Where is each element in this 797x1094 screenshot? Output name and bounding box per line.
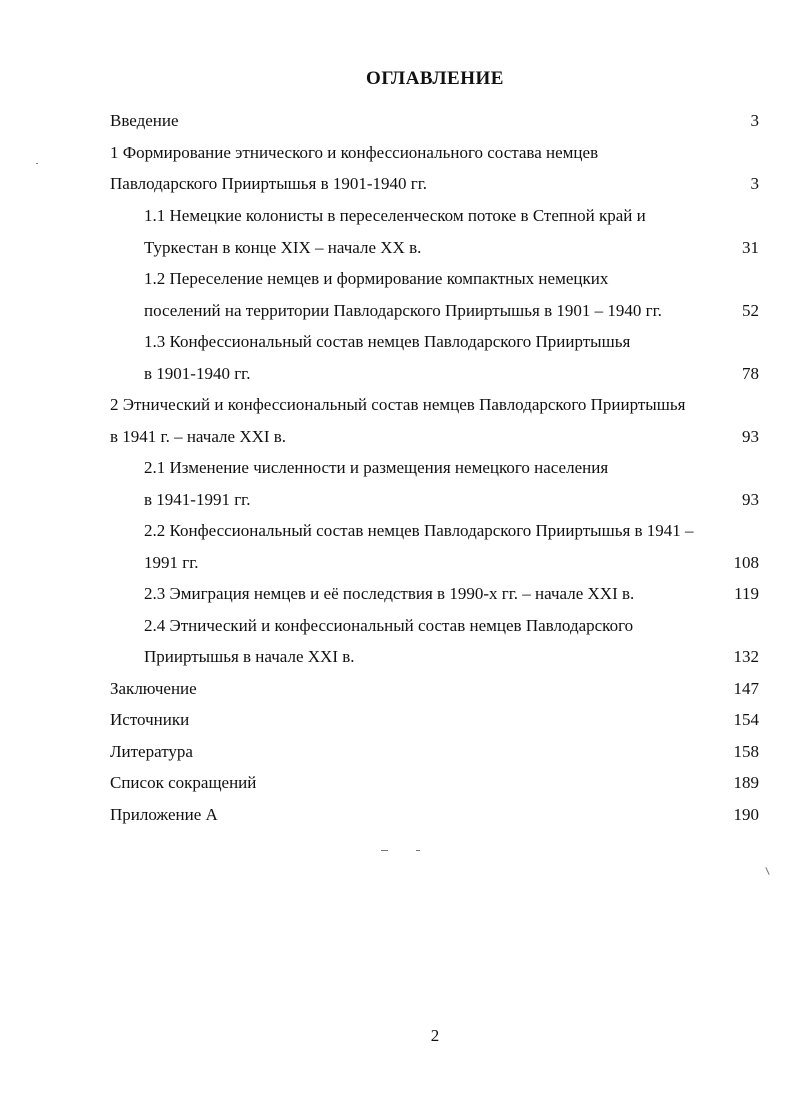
page-number: 2 bbox=[430, 1026, 440, 1045]
toc-entry-chapter-1: 1 Формирование этнического и конфессионального состава немцев bbox=[110, 143, 599, 162]
toc-entry-section-1-2-cont: поселений на территории Павлодарского Прииртышья в 1901 – 1940 гг. bbox=[144, 301, 662, 320]
toc-entry-appendix-a: Приложение А bbox=[110, 805, 218, 824]
toc-page-number: 132 bbox=[733, 647, 759, 666]
scan-speck bbox=[381, 850, 388, 851]
scan-speck bbox=[765, 867, 769, 875]
toc-page-number: 189 bbox=[733, 773, 759, 792]
toc-entry-chapter-2: 2 Этнический и конфессиональный состав немцев Павлодарского Прииртышья bbox=[110, 395, 686, 414]
toc-entry-literature: Литература bbox=[110, 742, 193, 761]
toc-entry-section-2-2-cont: 1991 гг. bbox=[144, 553, 199, 572]
toc-page-number: 52 bbox=[742, 301, 759, 320]
toc-entry-section-1-1-cont: Туркестан в конце XIX – начале XX в. bbox=[144, 238, 422, 257]
toc-entry-section-2-4: 2.4 Этнический и конфессиональный состав немцев Павлодарского bbox=[144, 616, 634, 635]
toc-entry-section-1-3: 1.3 Конфессиональный состав немцев Павлодарского Прииртышья bbox=[144, 332, 631, 351]
toc-entry-chapter-1-cont: Павлодарского Прииртышья в 1901-1940 гг. bbox=[110, 174, 428, 193]
toc-page-number: 3 bbox=[750, 174, 759, 193]
toc-page-number: 78 bbox=[742, 364, 759, 383]
toc-page-number: 119 bbox=[734, 584, 759, 603]
toc-page-number: 147 bbox=[733, 679, 759, 698]
toc-entry-section-2-1-cont: в 1941-1991 гг. bbox=[144, 490, 251, 509]
toc-entry-section-2-3: 2.3 Эмиграция немцев и её последствия в 1990-х гг. – начале XXI в. bbox=[144, 584, 635, 603]
toc-entry-abbreviations: Список сокращений bbox=[110, 773, 257, 792]
toc-entry-sources: Источники bbox=[110, 710, 190, 729]
toc-page-number: 93 bbox=[742, 427, 759, 446]
toc-page-number: 154 bbox=[733, 710, 759, 729]
toc-entry-conclusion: Заключение bbox=[110, 679, 197, 698]
toc-title: ОГЛАВЛЕНИЕ bbox=[366, 68, 504, 89]
scan-speck bbox=[416, 850, 420, 851]
toc-page-number: 31 bbox=[742, 238, 759, 257]
toc-page-number: 3 bbox=[750, 111, 759, 130]
toc-entry-section-2-2: 2.2 Конфессиональный состав немцев Павлодарского Прииртышья в 1941 – bbox=[144, 521, 694, 540]
toc-entry-section-1-3-cont: в 1901-1940 гг. bbox=[144, 364, 251, 383]
toc-page-number: 93 bbox=[742, 490, 759, 509]
scan-speck bbox=[36, 163, 38, 164]
toc-page-number: 158 bbox=[733, 742, 759, 761]
toc-entry-section-2-4-cont: Прииртышья в начале XXI в. bbox=[144, 647, 355, 666]
toc-entry-section-1-1: 1.1 Немецкие колонисты в переселенческом потоке в Степной край и bbox=[144, 206, 646, 225]
toc-page-number: 190 bbox=[733, 805, 759, 824]
toc-page-number: 108 bbox=[733, 553, 759, 572]
toc-entry-section-2-1: 2.1 Изменение численности и размещения немецкого населения bbox=[144, 458, 609, 477]
toc-entry-section-1-2: 1.2 Переселение немцев и формирование компактных немецких bbox=[144, 269, 609, 288]
toc-entry-chapter-2-cont: в 1941 г. – начале XXI в. bbox=[110, 427, 287, 446]
toc-entry-introduction: Введение bbox=[110, 111, 179, 130]
